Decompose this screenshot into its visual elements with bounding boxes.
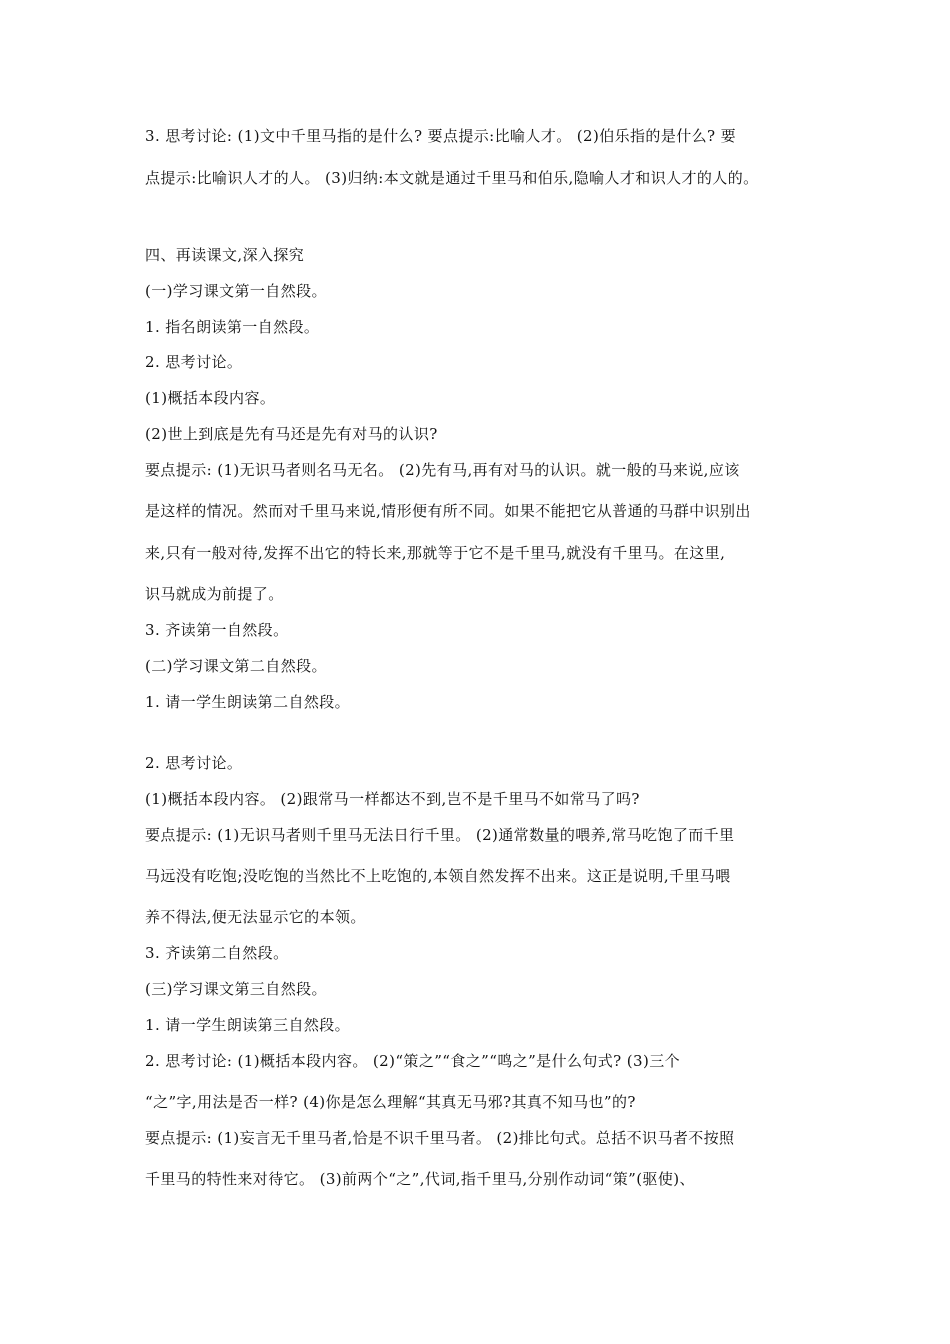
text-line: 2. 思考讨论。 — [145, 754, 243, 772]
section-heading: 四、再读课文,深入探究 — [145, 246, 305, 264]
subsection-heading: (二)学习课文第二自然段。 — [145, 657, 327, 675]
subsection-heading: (一)学习课文第一自然段。 — [145, 282, 327, 300]
text-line: 来,只有一般对待,发挥不出它的特长来,那就等于它不是千里马,就没有千里马。在这里, — [145, 544, 726, 562]
text-line: 千里马的特性来对待它。 (3)前两个“之”,代词,指千里马,分别作动词“策”(驱使)、 — [145, 1170, 695, 1188]
text-line: 2. 思考讨论。 — [145, 353, 243, 371]
text-line: (2)世上到底是先有马还是先有对马的认识? — [145, 425, 438, 443]
text-line: 是这样的情况。然而对千里马来说,情形便有所不同。如果不能把它从普通的马群中识别出 — [145, 502, 751, 520]
text-line: 2. 思考讨论: (1)概括本段内容。 (2)“策之”“食之”“鸣之”是什么句式? (3)三个 — [145, 1052, 681, 1070]
text-line: 3. 齐读第二自然段。 — [145, 944, 289, 962]
text-line: 1. 指名朗读第一自然段。 — [145, 318, 320, 336]
subsection-heading: (三)学习课文第三自然段。 — [145, 980, 327, 998]
text-line: 3. 思考讨论: (1)文中千里马指的是什么? 要点提示:比喻人才。 (2)伯乐指的是什么? 要 — [145, 127, 737, 145]
text-line: 1. 请一学生朗读第二自然段。 — [145, 693, 351, 711]
text-line: 要点提示: (1)无识马者则千里马无法日行千里。 (2)通常数量的喂养,常马吃饱了而千里 — [145, 826, 735, 844]
text-line: 要点提示: (1)妄言无千里马者,恰是不识千里马者。 (2)排比句式。总括不识马者不按照 — [145, 1129, 735, 1147]
text-line: (1)概括本段内容。 (2)跟常马一样都达不到,岂不是千里马不如常马了吗? — [145, 790, 640, 808]
text-line: (1)概括本段内容。 — [145, 389, 276, 407]
text-line: 识马就成为前提了。 — [145, 585, 284, 603]
text-line: 点提示:比喻识人才的人。 (3)归纳:本文就是通过千里马和伯乐,隐喻人才和识人才的人的。 — [145, 169, 759, 187]
text-line: 3. 齐读第一自然段。 — [145, 621, 289, 639]
text-line: 1. 请一学生朗读第三自然段。 — [145, 1016, 351, 1034]
text-line: 养不得法,便无法显示它的本领。 — [145, 908, 366, 926]
text-line: “之”字,用法是否一样? (4)你是怎么理解“其真无马邪?其真不知马也”的? — [145, 1093, 636, 1111]
text-line: 马远没有吃饱;没吃饱的当然比不上吃饱的,本领自然发挥不出来。这正是说明,千里马喂 — [145, 867, 731, 885]
text-line: 要点提示: (1)无识马者则名马无名。 (2)先有马,再有对马的认识。就一般的马来说,应该 — [145, 461, 740, 479]
